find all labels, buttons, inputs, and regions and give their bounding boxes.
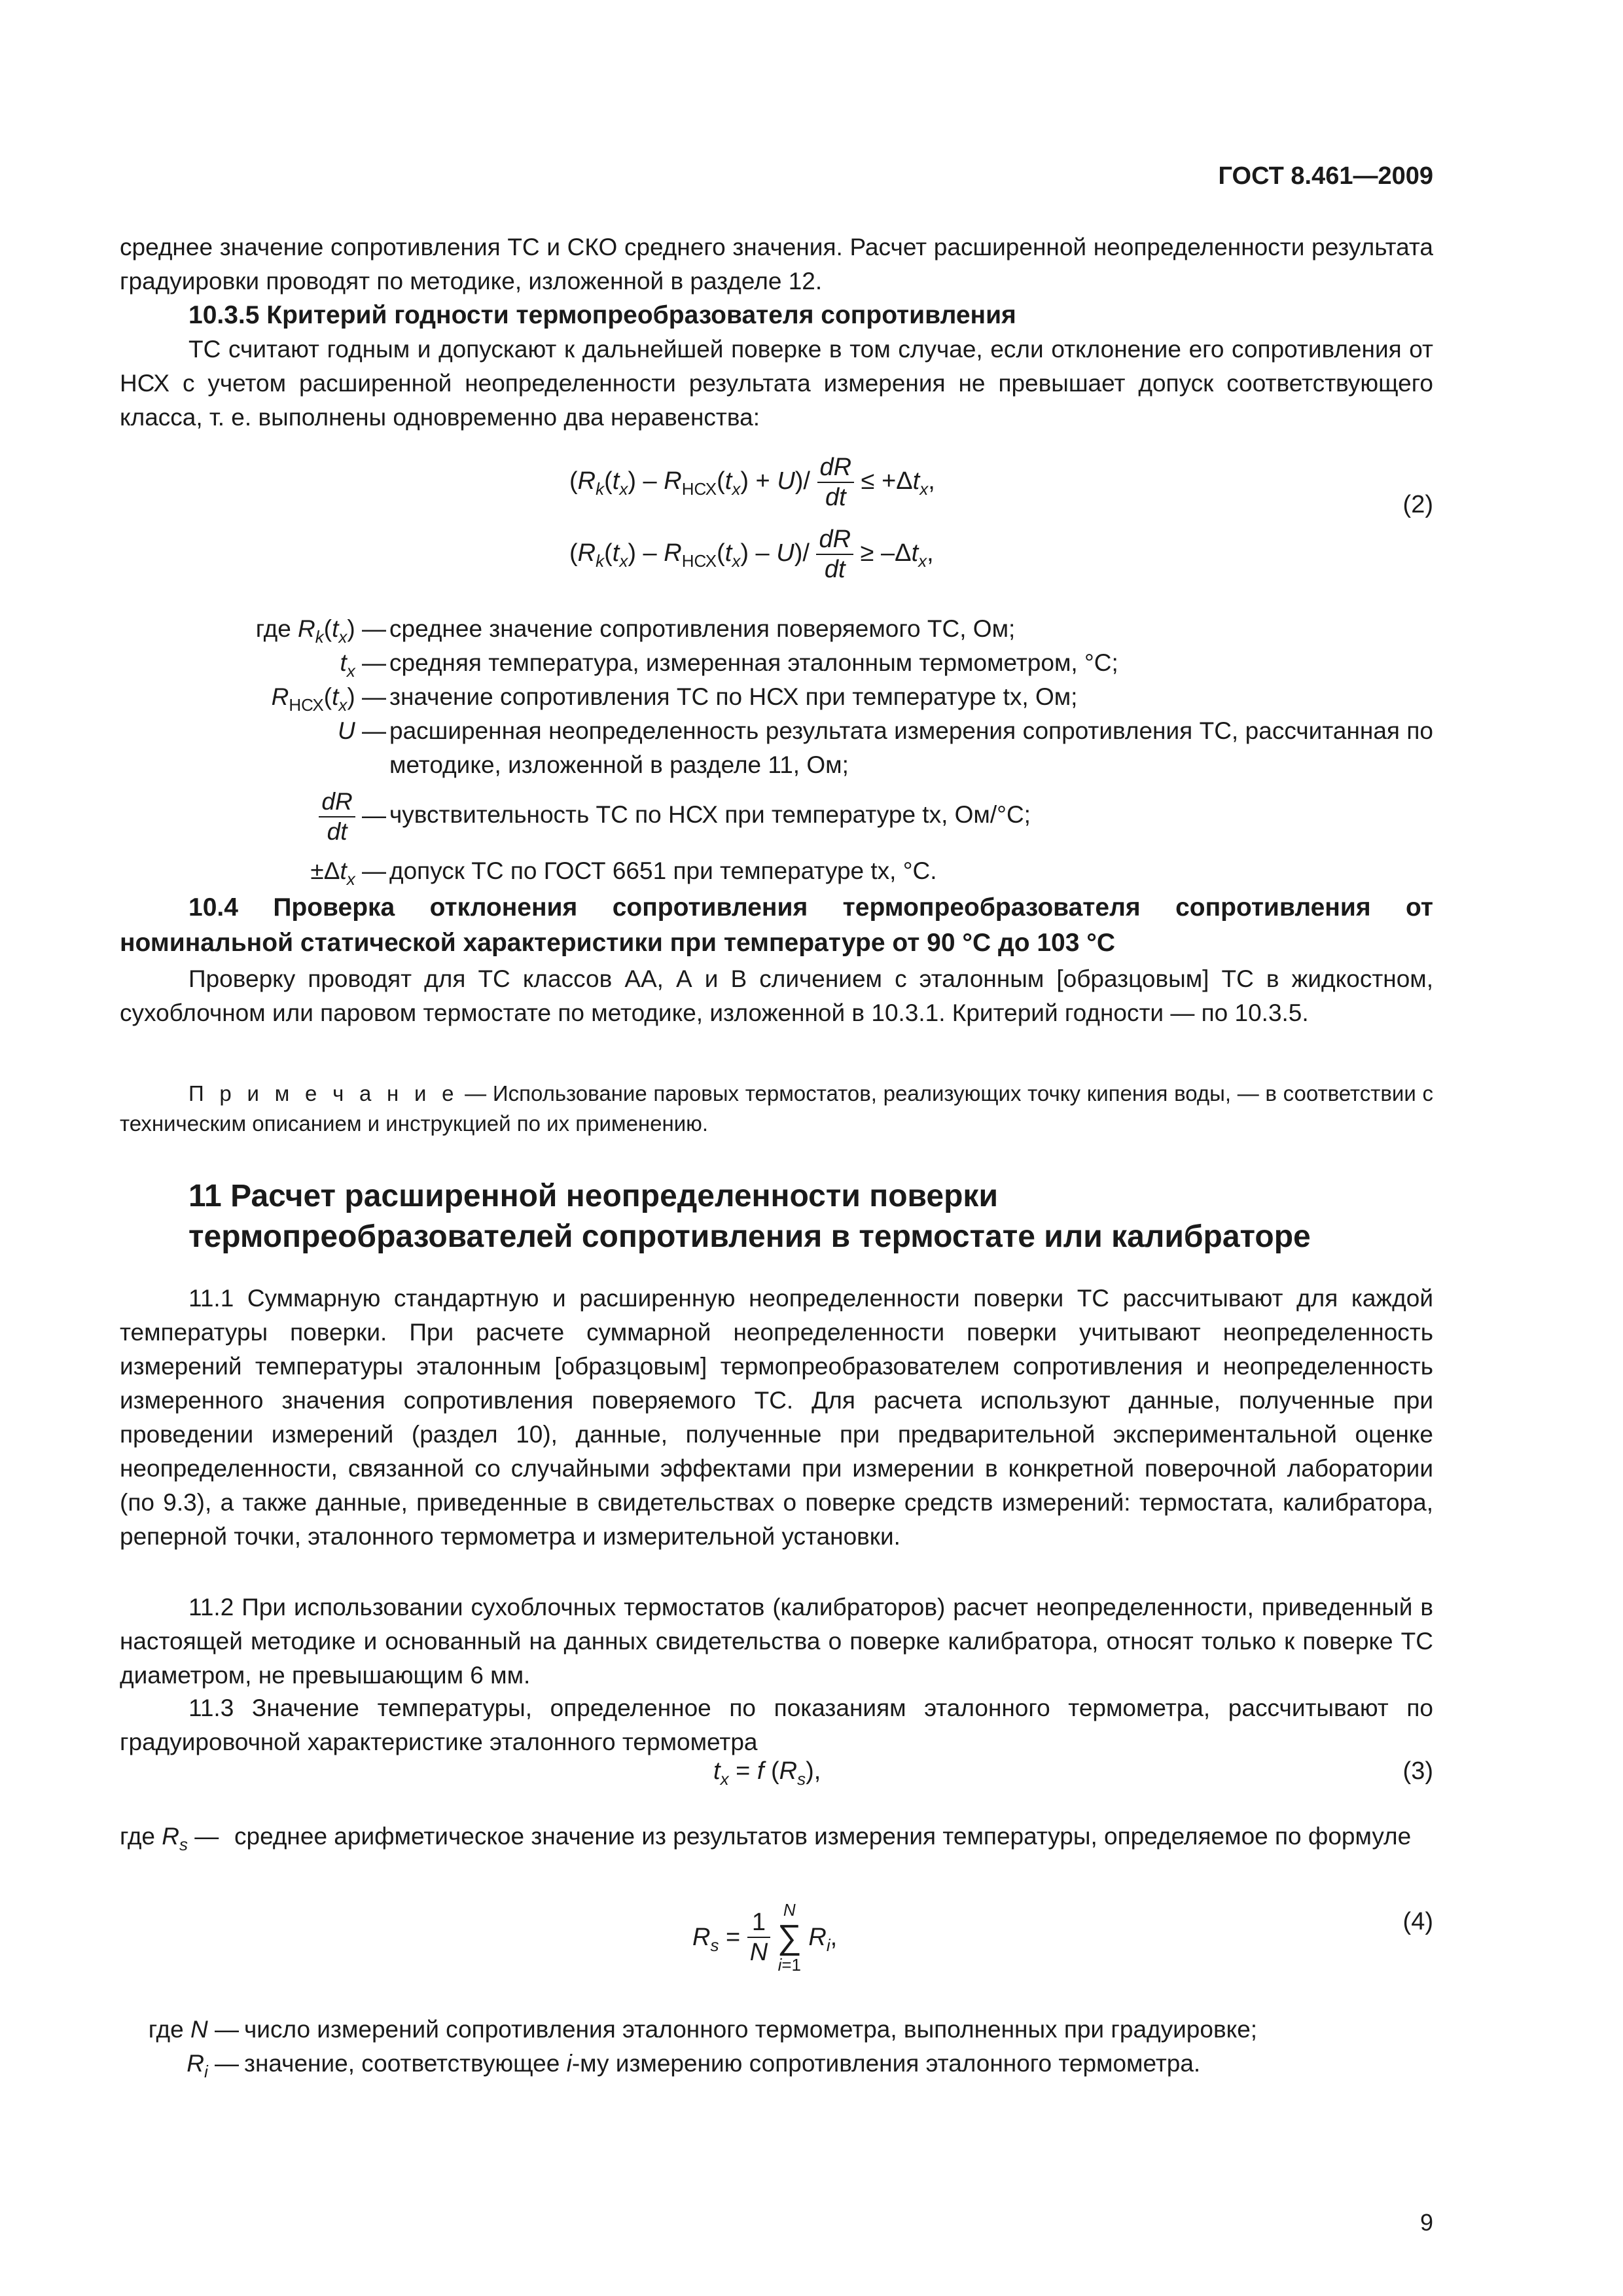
def-term-drdt: $\frac{dR}{dt}$ — xyxy=(319,787,386,846)
formula-2-line-1: $(R_k(t_x) - R_{НСХ}(t_x) + U)/$ $\frac{dR}{dt}$ ≤ $+\Delta t_x$, xyxy=(569,454,935,511)
paragraph-10-3-5: ТС считают годным и допускают к дальнейшей поверке в том случае, если отклонение его сопротивления от НСХ с учетом расширенной неопределенности результата измерения не превышает допуск соответствующего класса, т. е. выполнены одновременно два неравенства: xyxy=(120,336,1433,431)
def-desc-rs: среднее арифметическое значение из результатов измерения температуры, определяемое по формуле xyxy=(234,1823,1412,1850)
def-desc-rk: среднее значение сопротивления поверяемого ТС, Ом; xyxy=(389,615,1016,642)
page-number: 9 xyxy=(1419,2209,1433,2236)
standard-header: ГОСТ 8.461—2009 xyxy=(1218,162,1433,190)
def-term-rnsx: $R_{НСХ}(t_x)$ — xyxy=(271,683,386,715)
note-label: П р и м е ч а н и е xyxy=(188,1081,459,1105)
def-desc-u: расширенная неопределенность результата измерения сопротивления ТС, рассчитанная по методике, изложенной в разделе 11, Ом; xyxy=(389,717,1433,778)
paragraph-11-2: 11.2 При использовании сухоблочных термостатов (калибраторов) расчет неопределенности, приведенный в настоящей методике и основанный на данных свидетельства о поверке калибратора, относят только к поверке ТС диаметром, не превышающим 6 мм. xyxy=(120,1594,1433,1689)
equation-number-3: (3) xyxy=(1402,1757,1433,1785)
heading-10-4: 10.4 Проверка отклонения сопротивления термопреобразователя сопротивления от номинальной статической характеристики при температуре от 90 °С до 103 °С xyxy=(120,893,1433,957)
def-desc-n: число измерений сопротивления эталонного термометра, выполненных при градуировке; xyxy=(244,2016,1258,2043)
equation-number-4: (4) xyxy=(1402,1908,1433,1935)
note-text: — Использование паровых термостатов, реализующих точку кипения воды, — в соответствии с техническим описанием и инструкцией по их применению. xyxy=(120,1081,1434,1136)
def-desc-dtx: допуск ТС по ГОСТ 6651 при температуре tx, °С. xyxy=(389,857,937,884)
definitions-2 xyxy=(120,612,1433,893)
def-term-rk: где $R_k(t_x)$ — xyxy=(255,615,386,647)
section-11-title-line-2: термопреобразователей сопротивления в термостате или калибраторе xyxy=(188,1219,1311,1254)
equation-number-2: (2) xyxy=(1402,491,1433,518)
paragraph-11-1: 11.1 Суммарную стандартную и расширенную неопределенности поверки ТС рассчитывают для каждой температуры поверки. При расчете суммарной неопределенности поверки учитывают неопределенность измерений температуры эталонным [образцовым] термопреобразователем сопротивления и неопределенность измеренного значения сопротивления поверяемого ТС. Для расчета используют данные, полученные при проведении измерений (раздел 10), данные, полученные при предварительной экспериментальной оценке неопределенности, связанной со случайными эффектами при измерении в конкретной поверочной лаборатории (по 9.3), а также данные, приведенные в свидетельствах о поверке средств измерений: термостата, калибратора, реперной точки, эталонного термометра и измерительной установки. xyxy=(120,1285,1433,1550)
def-desc-tx: средняя температура, измеренная эталонным термометром, °С; xyxy=(389,649,1118,676)
formula-2-line-2: $(R_k(t_x) - R_{НСХ}(t_x) - U)/$ $\frac{dR}{dt}$ ≥ $-\Delta t_x$, xyxy=(569,526,934,583)
note xyxy=(120,1079,1433,1139)
def-term-tx: $t_x$ — xyxy=(340,649,386,681)
formula-3: $t_x = f$ $(R_s)$, xyxy=(713,1757,821,1789)
def-term-ri: $R_i$ — xyxy=(187,2050,239,2081)
definitions-4 xyxy=(120,2013,1433,2085)
def-desc-drdt: чувствительность ТС по НСХ при температуре tx, Ом/°С; xyxy=(389,801,1031,828)
def-desc-ri: значение, соответствующее i-му измерению сопротивления эталонного термометра. xyxy=(244,2050,1201,2077)
def-term-u: U — xyxy=(337,717,386,744)
def-term-dtx: $\pm\Delta t_x$ — xyxy=(310,857,386,889)
heading-10-3-5: 10.3.5 Критерий годности термопреобразователя сопротивления xyxy=(188,301,1016,329)
paragraph-top: среднее значение сопротивления ТС и СКО среднего значения. Расчет расширенной неопределенности результата градуировки проводят по методике, изложенной в разделе 12. xyxy=(120,234,1433,295)
def-term-rs: где $R_s$ — xyxy=(120,1823,219,1854)
definitions-3 xyxy=(120,1820,1433,1892)
formula-4: $R_s$ = $\frac{1}{N}$ N ∑ i=1 $R_i$, xyxy=(692,1900,838,1975)
def-desc-rnsx: значение сопротивления ТС по НСХ при температуре tx, Ом; xyxy=(389,683,1078,710)
section-11-title-line-1: 11 Расчет расширенной неопределенности поверки xyxy=(188,1179,998,1213)
def-term-n: где N — xyxy=(148,2016,239,2043)
paragraph-10-4: Проверку проводят для ТС классов АА, А и В сличением с эталонным [образцовым] ТС в жидкостном, сухоблочном или паровом термостате по методике, изложенной в 10.3.1. Критерий годности — по 10.3.5. xyxy=(120,965,1433,1026)
paragraph-11-3: 11.3 Значение температуры, определенное по показаниям эталонного термометра, рассчитывают по градуировочной характеристике эталонного термометра xyxy=(120,1695,1433,1755)
